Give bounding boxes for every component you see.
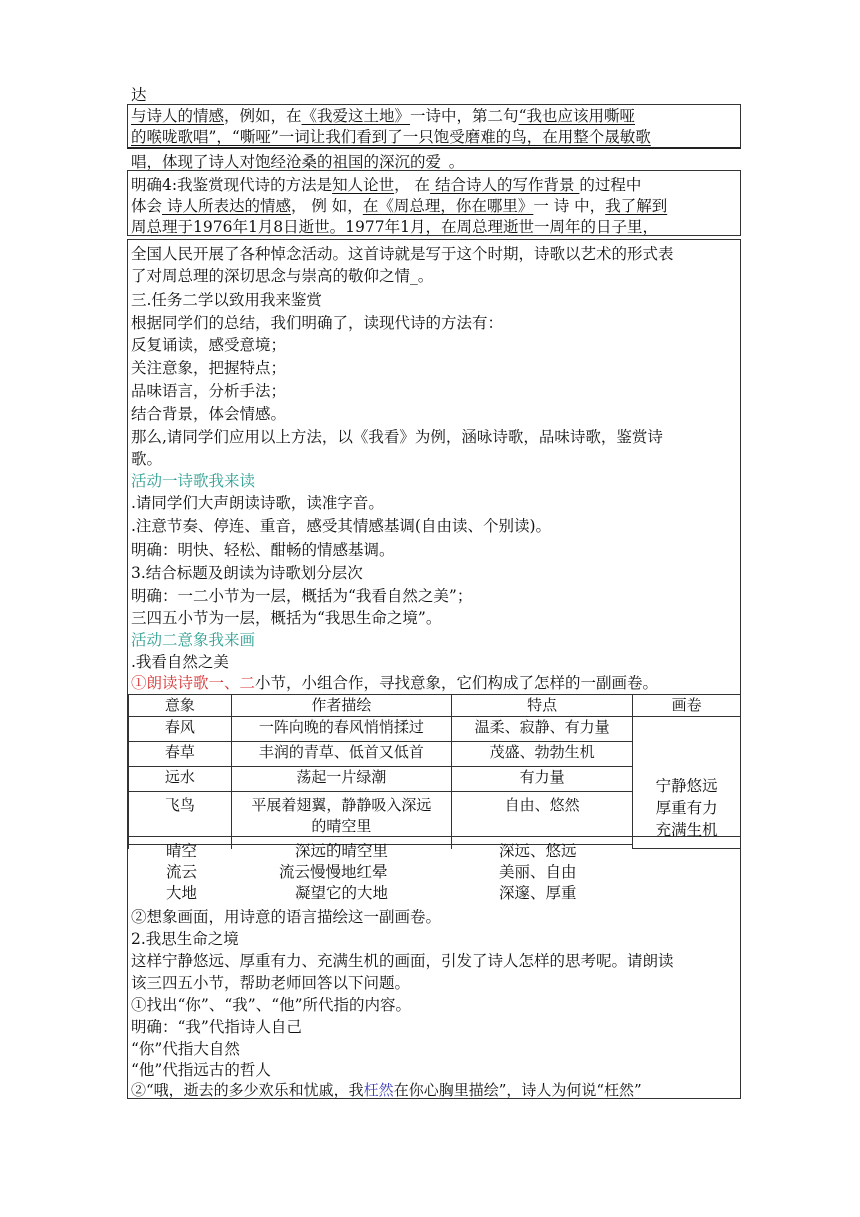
table-cell: 丰润的青草、低首又低首 [231, 742, 451, 767]
text-line [131, 174, 641, 196]
text-line [131, 1079, 642, 1101]
loose-cell: 流云 [166, 863, 198, 881]
underlined-text: 诗人所表达的情感 [162, 197, 291, 215]
divider [127, 836, 740, 837]
loose-cell: 晴空 [166, 842, 198, 860]
underlined-text: 在《周总理，你在哪里》 [362, 197, 534, 215]
underlined-text: 知人论世 [332, 176, 395, 194]
text-line: 该三四五小节，帮助老师回答以下问题。 [131, 974, 411, 992]
table-cell: 一阵向晚的春风悄悄揉过 [231, 717, 451, 742]
text-line: 周总理于1976年1月8日逝世。1977年1月，在周总理逝世一周年的日子里， [131, 218, 658, 236]
loose-cell: 凝望它的大地 [295, 884, 389, 902]
table-cell: 飞鸟 [129, 792, 232, 844]
table-cell: 春风 [129, 717, 232, 742]
text-span: 明确4:我鉴赏现代诗的方法是 [131, 176, 333, 194]
cell-line: 充满生机 [655, 821, 718, 839]
underlined-text: 与诗人的情感 [131, 107, 225, 125]
text-span: ，例如，在 [224, 107, 302, 125]
text-line: 唱，体现了诗人对饱经沧桑的祖国的深沉的爱_。 [131, 153, 465, 171]
loose-cell: 流云慢慢地红晕 [279, 863, 388, 881]
text-line: 根据同学们的总结，我们明确了，读现代诗的方法有： [131, 314, 504, 332]
cell-line: 厚重有力 [655, 799, 718, 817]
text-line: 歌。 [131, 450, 163, 468]
text-span: 体会 [131, 197, 163, 215]
text-line: ①找出“你”、“我”、“他”所代指的内容。 [131, 996, 412, 1014]
table-cell: 荡起一片绿潮 [231, 767, 451, 792]
activity-heading: 活动二意象我来画 [131, 631, 256, 649]
text-line [131, 195, 667, 217]
table-cell: 春草 [129, 742, 232, 767]
activity-heading: 活动一诗歌我来读 [131, 472, 256, 490]
text-line: “他”代指远古的哲人 [131, 1061, 271, 1079]
loose-cell: 大地 [166, 884, 198, 902]
underlined-text: 《我爱这土地》 [301, 107, 411, 125]
text-line: 了对周总理的深切思念与崇高的敬仰之情_。 [131, 267, 434, 285]
text-line: “你”代指大自然 [131, 1040, 240, 1058]
underlined-text: 结合诗人的写作背景 [430, 176, 580, 194]
scroll-cell-text [635, 775, 738, 848]
text-line: 那么,请同学们应用以上方法，以《我看》为例，涵咏诗歌，品味诗歌，鉴赏诗 [131, 428, 663, 446]
table-header: 画卷 [633, 695, 741, 717]
text-span: ， 在 [394, 176, 431, 194]
loose-cell: 深远的晴空里 [295, 842, 389, 860]
text-line: 达 [131, 86, 147, 104]
text-line: ②想象画面，用诗意的语言描绘这一副画卷。 [131, 908, 442, 926]
text-span: ②“哦，逝去的多少欢乐和忧戚，我 [131, 1081, 364, 1099]
text-span: 一 诗 中， [533, 197, 606, 215]
table-header: 特点 [452, 695, 633, 717]
table-cell: 远水 [129, 767, 232, 792]
text-line [131, 672, 658, 694]
imagery-table [128, 694, 741, 849]
text-span: 的过程中 [579, 176, 642, 194]
section-heading: 三.任务二学以致用我来鉴赏 [131, 291, 322, 309]
text-span: 小节，小组合作，寻找意象，它们构成了怎样的一副画卷。 [255, 674, 659, 692]
table-cell: 自由、悠然 [452, 792, 633, 844]
loose-cell: 深邃、厚重 [499, 884, 577, 902]
text-line: .请同学们大声朗读诗歌，读准字音。 [131, 494, 384, 512]
list-item: 结合背景，体会情感。 [131, 405, 287, 423]
table-header-row [129, 695, 741, 717]
text-span: 枉然 [363, 1081, 394, 1099]
list-item: 品味语言，分析手法； [131, 382, 287, 400]
text-span: ①朗读诗歌一、 [131, 674, 240, 692]
table-row [129, 717, 741, 742]
list-item: 反复诵读，感受意境； [131, 336, 287, 354]
text-line: .注意节奏、停连、重音，感受其情感基调(自由读、个别读)。 [131, 517, 552, 535]
text-line: 明确：明快、轻松、酣畅的情感基调。 [131, 541, 395, 559]
loose-cell: 深远、悠远 [499, 842, 577, 860]
text-line: 明确：一二小节为一层，概括为“我看自然之美”； [131, 587, 473, 605]
text-line: 全国人民开展了各种悼念活动。这首诗就是写于这个时期，诗歌以艺术的形式表 [131, 245, 674, 263]
table-cell: 温柔、寂静、有力量 [452, 717, 633, 742]
cell-line: 宁静悠远 [655, 777, 718, 795]
text-span: 二 [239, 674, 256, 692]
loose-cell: 美丽、自由 [499, 863, 577, 881]
text-line [131, 105, 635, 127]
text-line: 这样宁静悠远、厚重有力、充满生机的画面，引发了诗人怎样的思考呢。请朗读 [131, 952, 674, 970]
text-line: 明确：“我”代指诗人自己 [131, 1018, 302, 1036]
underlined-text: 的喉咙歌唱”，“嘶哑”一词让我们看到了一只饱受磨难的鸟，在用整个晟敏歌 [131, 128, 651, 146]
scroll-cell [633, 717, 741, 849]
cell-line: 的晴空里 [311, 817, 372, 836]
underlined-text: “我也应该用嘶哑 [518, 107, 635, 125]
table-cell: 有力量 [452, 767, 633, 792]
cell-line: 平展着翅翼，静静吸入深远 [251, 796, 432, 815]
text-line [131, 126, 651, 148]
text-line: .我看自然之美 [131, 653, 229, 671]
text-span: ， 例 如， [290, 197, 363, 215]
table-header: 作者描绘 [231, 695, 451, 717]
text-line: 三四五小节为一层，概括为“我思生命之境”。 [131, 609, 442, 627]
text-line: 3.结合标题及朗读为诗歌划分层次 [131, 564, 363, 582]
text-span: 在你心胸里描绘”，诗人为何说“枉然” [393, 1081, 642, 1099]
underlined-text: 我了解到 [605, 197, 668, 215]
text-span: 一诗中，第二句 [410, 107, 519, 125]
table-cell: 茂盛、勃勃生机 [452, 742, 633, 767]
text-line: 2.我思生命之境 [131, 930, 239, 948]
table-header: 意象 [129, 695, 232, 717]
list-item: 关注意象，把握特点； [131, 359, 287, 377]
